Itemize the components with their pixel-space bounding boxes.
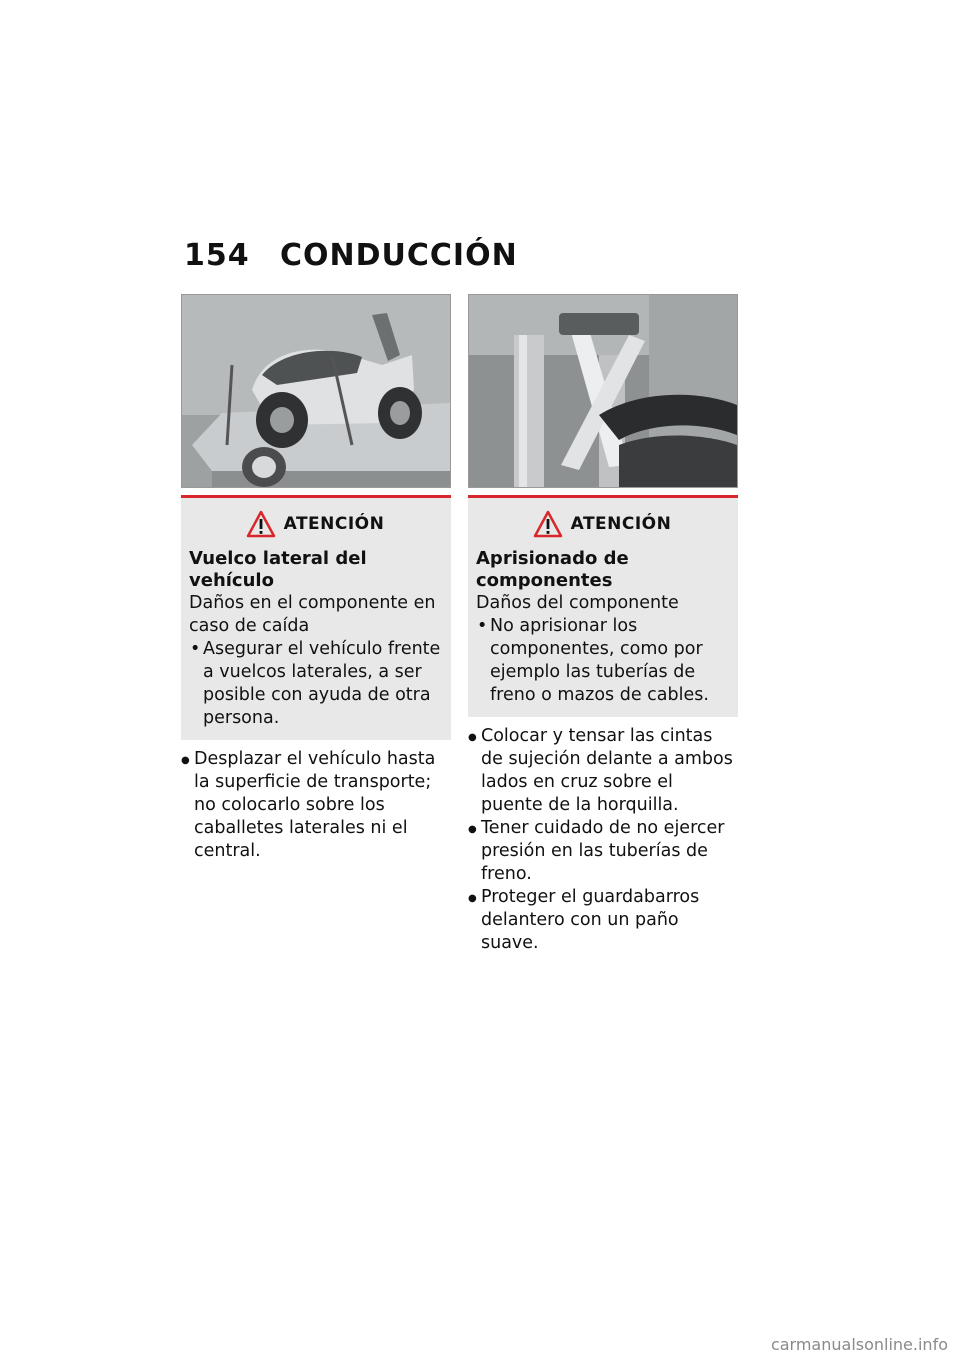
warning-triangle-icon bbox=[246, 510, 276, 538]
warning-item: • Asegurar el vehículo frente a vuelcos laterales, a ser posible con ayuda de otra persona. bbox=[189, 638, 441, 730]
warning-item: • No aprisionar los componentes, como por ejemplo las tuberías de freno o mazos de cables. bbox=[476, 615, 728, 707]
warning-triangle-icon bbox=[533, 510, 563, 538]
step-item: ● Desplazar el vehículo hasta la superficie de transporte; no colocarlo sobre los caballetes laterales ni el central. bbox=[181, 748, 451, 863]
warning-title: ATENCIÓN bbox=[283, 514, 385, 534]
page-header bbox=[184, 238, 518, 273]
warning-header bbox=[476, 510, 728, 538]
warning-title: ATENCIÓN bbox=[570, 514, 672, 534]
warning-body: Daños del componente bbox=[476, 593, 679, 613]
right-column bbox=[468, 294, 738, 955]
warning-box bbox=[181, 495, 451, 740]
watermark: carmanualsonline.info bbox=[770, 1335, 948, 1354]
step-item: ● Colocar y tensar las cintas de sujeción delante a ambos lados en cruz sobre el puente de la horquilla. bbox=[468, 725, 738, 817]
warning-subject: Aprisionado de componentes bbox=[476, 548, 629, 591]
warning-subject: Vuelco lateral del vehículo bbox=[189, 548, 367, 591]
step-item: ● Proteger el guardabarros delantero con un paño suave. bbox=[468, 886, 738, 955]
warning-list bbox=[476, 615, 728, 707]
warning-header bbox=[189, 510, 441, 538]
fork-straps-photo bbox=[468, 294, 738, 488]
steps-list bbox=[468, 725, 738, 955]
steps-list bbox=[181, 748, 451, 863]
warning-box bbox=[468, 495, 738, 717]
left-column bbox=[181, 294, 451, 863]
warning-list bbox=[189, 638, 441, 730]
motorcycle-on-trailer-photo bbox=[181, 294, 451, 488]
chapter-title: CONDUCCIÓN bbox=[280, 238, 518, 273]
page-number: 154 bbox=[184, 238, 250, 273]
step-item: ● Tener cuidado de no ejercer presión en las tuberías de freno. bbox=[468, 817, 738, 886]
warning-body: Daños en el componente en caso de caída bbox=[189, 593, 436, 636]
